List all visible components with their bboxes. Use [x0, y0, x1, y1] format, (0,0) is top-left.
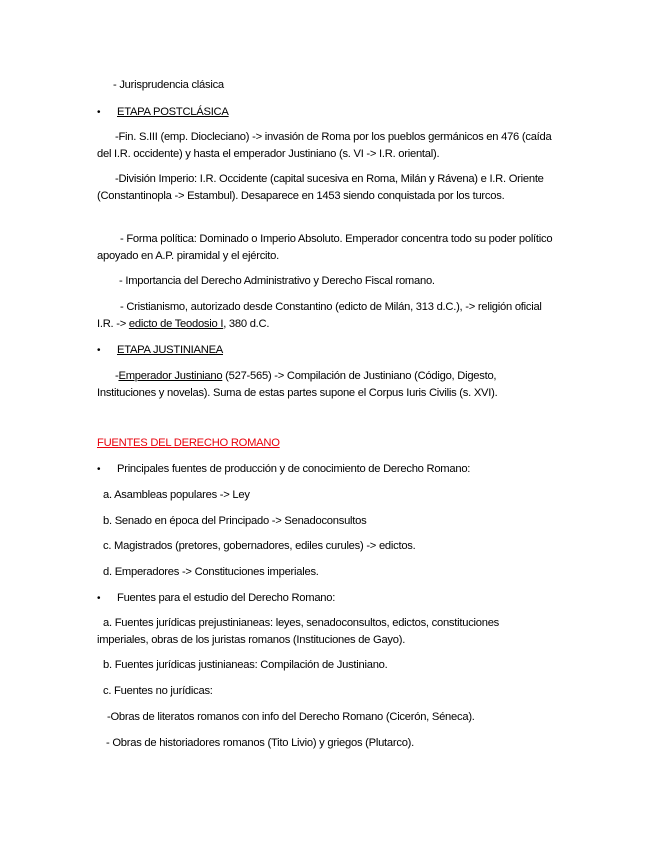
estudio-item-c: c. Fuentes no jurídicas:	[103, 685, 213, 697]
produccion-item-c: c. Magistrados (pretores, gobernadores, ediles curules) -> edictos.	[103, 540, 416, 552]
estudio-item-b: b. Fuentes jurídicas justinianeas: Compilación de Justiniano.	[103, 659, 388, 671]
etapa-postclasica-heading: ETAPA POSTCLÁSICA	[117, 106, 229, 118]
fuentes-produccion-heading: Principales fuentes de producción y de conocimiento de Derecho Romano:	[117, 463, 471, 475]
bullet-icon: •	[97, 464, 101, 475]
p5-text-a: - Cristianismo, autorizado desde Constantino (edicto de Milán, 313 d.C.), -> religión oficial I.R. ->	[97, 301, 542, 330]
bullet-icon: •	[97, 593, 101, 604]
bullet-icon: •	[97, 345, 101, 356]
no-juridicas-item-1: -Obras de literatos romanos con info del Derecho Romano (Cicerón, Séneca).	[107, 711, 475, 723]
bullet-icon: •	[97, 107, 101, 118]
fuentes-estudio-heading: Fuentes para el estudio del Derecho Romano:	[117, 592, 336, 604]
estudio-item-a: a. Fuentes jurídicas prejustinianeas: leyes, senadoconsultos, edictos, constituciones imperiales, obras de los juristas romanos (Instituciones de Gayo).	[97, 617, 500, 646]
postclasica-paragraph-1: -Fin. S.III (emp. Diocleciano) -> invasión de Roma por los pueblos germánicos en 476 (caída del I.R. occidente) y hasta el emperador Justiniano (s. VI -> I.R. oriental).	[97, 131, 552, 160]
etapa-justinianea-heading: ETAPA JUSTINIANEA	[117, 344, 223, 356]
postclasica-paragraph-4: - Importancia del Derecho Administrativo y Derecho Fiscal romano.	[119, 275, 435, 287]
j1-text: (527-565) -> Compilación de Justiniano (Código, Digesto, Instituciones y novelas). Suma de estas partes supone el Corpus Iuris Civilis (s. XVI).	[97, 370, 498, 399]
produccion-item-a: a. Asambleas populares -> Ley	[103, 489, 250, 501]
fuentes-title: FUENTES DEL DERECHO ROMANO	[97, 437, 280, 449]
postclasica-paragraph-2: -División Imperio: I.R. Occidente (capital sucesiva en Roma, Milán y Rávena) e I.R. Oriente (Constantinopla -> Estambul). Desaparece en 1453 siendo conquistada por los turcos.	[97, 173, 544, 202]
emperador-justiniano-link: Emperador Justiniano	[118, 370, 223, 382]
jurisprudencia-line: - Jurisprudencia clásica	[113, 79, 224, 91]
justinianea-paragraph-1	[97, 368, 549, 402]
produccion-item-d: d. Emperadores -> Constituciones imperiales.	[103, 566, 319, 578]
postclasica-paragraph-3: - Forma política: Dominado o Imperio Absoluto. Emperador concentra todo su poder político apoyado en A.P. piramidal y el ejército.	[97, 233, 553, 262]
p5-text-b: , 380 d.C.	[223, 318, 270, 330]
edicto-teodosio-link: edicto de Teodosio I	[128, 318, 224, 330]
no-juridicas-item-2: - Obras de historiadores romanos (Tito Livio) y griegos (Plutarco).	[106, 737, 415, 749]
postclasica-paragraph-5	[97, 299, 559, 333]
j1-dash: -	[115, 370, 119, 382]
produccion-item-b: b. Senado en época del Principado -> Senadoconsultos	[103, 515, 367, 527]
